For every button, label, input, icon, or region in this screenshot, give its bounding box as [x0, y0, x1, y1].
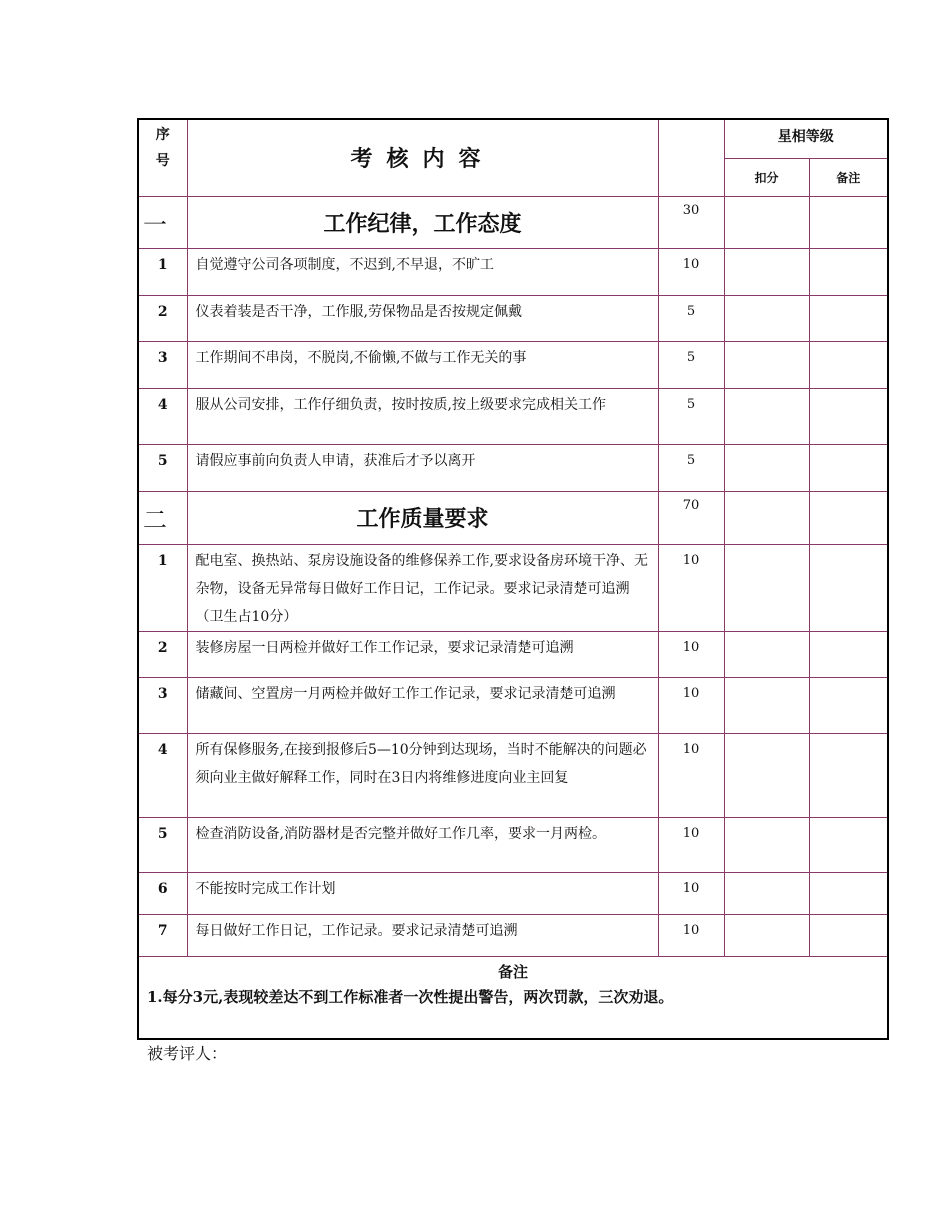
table-row [138, 295, 888, 341]
item-text: 服从公司安排，工作仔细负责，按时按质,按上级要求完成相关工作 [187, 388, 658, 444]
deduct-cell[interactable] [724, 631, 809, 677]
item-text: 不能按时完成工作计划 [187, 872, 658, 914]
deduct-cell[interactable] [724, 544, 809, 631]
table-row [138, 444, 888, 491]
deduct-cell[interactable] [724, 196, 809, 248]
remark-cell[interactable] [809, 388, 888, 444]
item-score: 10 [658, 817, 724, 872]
deduct-cell[interactable] [724, 295, 809, 341]
section-score: 30 [658, 196, 724, 248]
deduct-cell[interactable] [724, 914, 809, 956]
section-title: 工作质量要求 [187, 491, 658, 544]
item-text: 每日做好工作日记，工作记录。要求记录清楚可追溯 [187, 914, 658, 956]
item-number: 1 [138, 248, 187, 295]
item-score: 5 [658, 444, 724, 491]
assessment-table [137, 118, 889, 1040]
item-score: 10 [658, 914, 724, 956]
table-row [138, 248, 888, 295]
deduct-cell[interactable] [724, 872, 809, 914]
item-score: 5 [658, 295, 724, 341]
section-row [138, 491, 888, 544]
table-row [138, 817, 888, 872]
header-content-title: 考核内容 [187, 119, 658, 196]
header-no-cell [138, 119, 187, 196]
header-row [138, 119, 888, 158]
table-row [138, 733, 888, 817]
item-score: 10 [658, 631, 724, 677]
item-number: 6 [138, 872, 187, 914]
item-number: 7 [138, 914, 187, 956]
deduct-cell[interactable] [724, 248, 809, 295]
notes-line: 1.每分3元,表现较差达不到工作标准者一次性提出警告，两次罚款，三次劝退。 [147, 987, 674, 1006]
item-number: 5 [138, 444, 187, 491]
assessment-form [137, 118, 889, 1040]
item-score: 10 [658, 248, 724, 295]
remark-cell[interactable] [809, 872, 888, 914]
item-score: 10 [658, 872, 724, 914]
section-row [138, 196, 888, 248]
table-row [138, 631, 888, 677]
table-row [138, 544, 888, 631]
item-number: 2 [138, 631, 187, 677]
header-remark-label: 备注 [809, 158, 888, 196]
item-number: 1 [138, 544, 187, 631]
remark-cell[interactable] [809, 491, 888, 544]
section-number: 二 [138, 491, 187, 544]
remark-cell[interactable] [809, 544, 888, 631]
remark-cell[interactable] [809, 733, 888, 817]
notes-title: 备注 [497, 962, 528, 981]
item-number: 3 [138, 341, 187, 388]
item-score: 10 [658, 544, 724, 631]
header-no-line1: 序 [155, 127, 170, 143]
item-score: 10 [658, 733, 724, 817]
item-text: 请假应事前向负责人申请，获准后才予以离开 [187, 444, 658, 491]
table-row [138, 914, 888, 956]
item-number: 4 [138, 388, 187, 444]
notes-cell [138, 956, 888, 1039]
item-text: 装修房屋一日两检并做好工作工作记录，要求记录清楚可追溯 [187, 631, 658, 677]
remark-cell[interactable] [809, 248, 888, 295]
remark-cell[interactable] [809, 631, 888, 677]
remark-cell[interactable] [809, 196, 888, 248]
remark-cell[interactable] [809, 444, 888, 491]
deduct-cell[interactable] [724, 388, 809, 444]
notes-row [138, 956, 888, 1039]
section-score: 70 [658, 491, 724, 544]
remark-cell[interactable] [809, 295, 888, 341]
header-score-cell [658, 119, 724, 196]
remark-cell[interactable] [809, 914, 888, 956]
item-text: 检查消防设备,消防器材是否完整并做好工作几率，要求一月两检。 [187, 817, 658, 872]
item-number: 2 [138, 295, 187, 341]
remark-cell[interactable] [809, 677, 888, 733]
item-text: 工作期间不串岗，不脱岗,不偷懒,不做与工作无关的事 [187, 341, 658, 388]
section-title: 工作纪律，工作态度 [187, 196, 658, 248]
deduct-cell[interactable] [724, 341, 809, 388]
item-text: 储藏间、空置房一月两检并做好工作工作记录，要求记录清楚可追溯 [187, 677, 658, 733]
item-text: 自觉遵守公司各项制度，不迟到,不早退，不旷工 [187, 248, 658, 295]
remark-cell[interactable] [809, 817, 888, 872]
deduct-cell[interactable] [724, 817, 809, 872]
item-number: 3 [138, 677, 187, 733]
deduct-cell[interactable] [724, 677, 809, 733]
remark-cell[interactable] [809, 341, 888, 388]
deduct-cell[interactable] [724, 733, 809, 817]
table-row [138, 872, 888, 914]
item-score: 5 [658, 341, 724, 388]
item-text: 仪表着装是否干净，工作服,劳保物品是否按规定佩戴 [187, 295, 658, 341]
deduct-cell[interactable] [724, 444, 809, 491]
header-grade-label: 星相等级 [724, 119, 888, 158]
table-row [138, 677, 888, 733]
item-number: 5 [138, 817, 187, 872]
item-score: 5 [658, 388, 724, 444]
table-row [138, 388, 888, 444]
section-number: 一 [138, 196, 187, 248]
header-deduct-label: 扣分 [724, 158, 809, 196]
item-text: 所有保修服务,在接到报修后5—10分钟到达现场，当时不能解决的问题必须向业主做好解释工作，同时在3日内将维修进度向业主回复 [187, 733, 658, 817]
header-no-line2: 号 [155, 153, 170, 169]
item-text: 配电室、换热站、泵房设施设备的维修保养工作,要求设备房环境干净、无杂物，设备无异常每日做好工作日记，工作记录。要求记录清楚可追溯（卫生占10分） [187, 544, 658, 631]
item-score: 10 [658, 677, 724, 733]
examinee-label: 被考评人： [147, 1044, 228, 1063]
item-number: 4 [138, 733, 187, 817]
deduct-cell[interactable] [724, 491, 809, 544]
table-row [138, 341, 888, 388]
